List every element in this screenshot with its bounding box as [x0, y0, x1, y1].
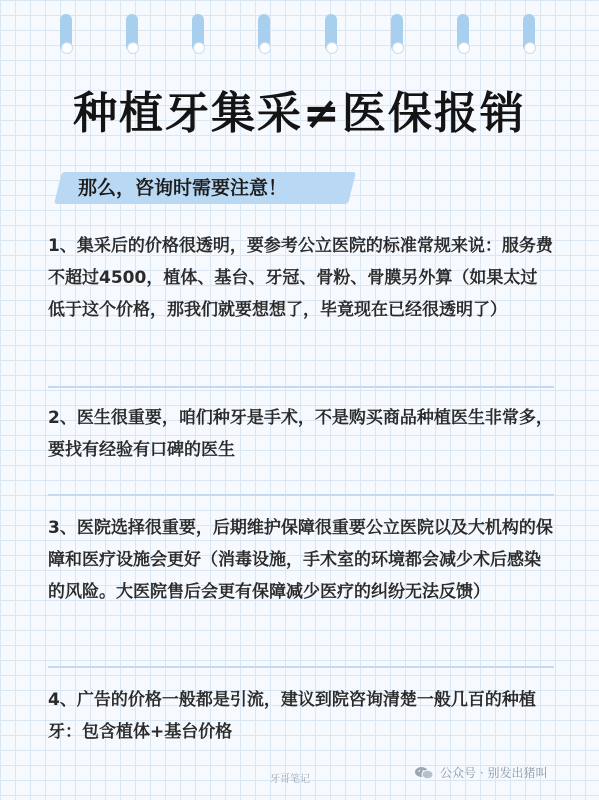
binder-ring-icon — [60, 14, 72, 52]
watermark-right-text: 公众号 · 别发出猪叫 — [440, 766, 548, 780]
binder-ring-icon — [325, 14, 337, 52]
divider — [48, 386, 554, 388]
tip-4: 4、广告的价格一般都是引流，建议到院咨询清楚一般几百的种植牙：包含植体+基台价格 — [48, 690, 536, 742]
binder-ring-icon — [391, 14, 403, 52]
binder-ring-icon — [258, 14, 270, 52]
binder-ring-icon — [523, 14, 535, 52]
binder-ring-icon — [192, 14, 204, 52]
tip-3: 3、医院选择很重要，后期维护保障很重要公立医院以及大机构的保障和医疗设施会更好（消毒设施，手术室的环境都会减少术后感染的风险。大医院售后会更有保障减少医疗的纠纷无法反馈） — [48, 518, 553, 602]
tip-1: 1、集采后的价格很透明，要参考公立医院的标准常规来说：服务费不超过4500，植体、基台、牙冠、骨粉、骨膜另外算（如果太过低于这个价格，那我们就要想想了，毕竟现在已经很透明了） — [48, 236, 553, 320]
binder-ring-icon — [457, 14, 469, 52]
subtitle-text: 那么，咨询时需要注意！ — [78, 177, 288, 199]
watermark-right — [414, 764, 547, 781]
divider — [48, 494, 554, 496]
page-title: 种植牙集采≠医保报销 — [73, 88, 526, 139]
binder-ring-icon — [126, 14, 138, 52]
wechat-icon — [414, 766, 434, 780]
divider — [48, 666, 554, 668]
binder-rings — [0, 0, 599, 60]
tip-2: 2、医生很重要，咱们种牙是手术，不是购买商品种植医生非常多，要找有经验有口碑的医生 — [48, 408, 553, 460]
watermark-left: 牙哥笔记 — [270, 774, 310, 785]
subtitle-highlight — [58, 168, 287, 208]
